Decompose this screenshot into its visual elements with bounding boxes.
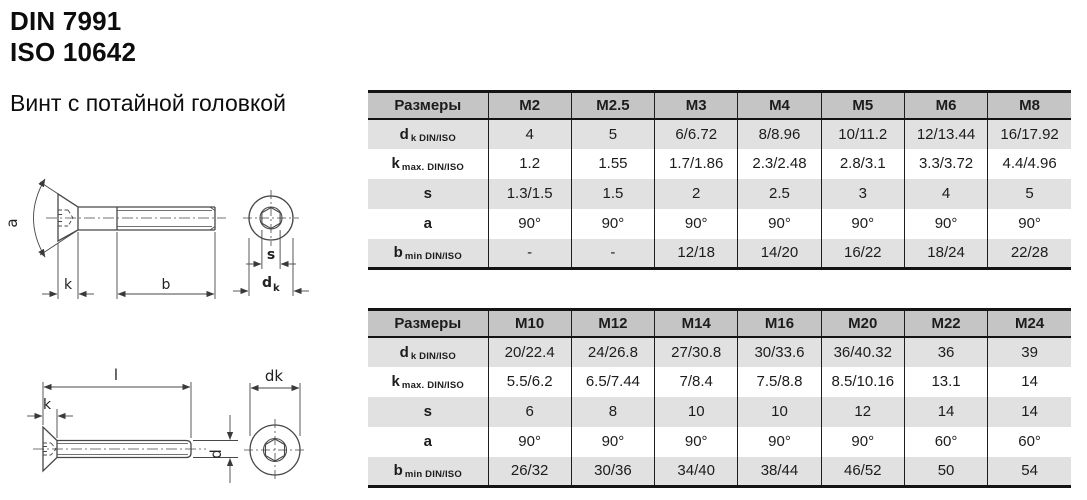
- value-cell: -: [488, 239, 571, 269]
- value-cell: 50: [904, 457, 987, 487]
- value-cell: 5: [988, 179, 1071, 209]
- value-cell: 14/20: [738, 239, 821, 269]
- value-cell: 60°: [988, 427, 1071, 457]
- value-cell: 1.55: [571, 149, 654, 179]
- value-cell: 10/11.2: [821, 119, 904, 149]
- head-height-label: k: [63, 277, 73, 293]
- head-diameter-label: dk: [264, 367, 284, 385]
- value-cell: 90°: [738, 427, 821, 457]
- table-row: [368, 239, 1071, 269]
- size-column-header: M4: [738, 92, 821, 119]
- table-header-row: [368, 92, 1071, 119]
- value-cell: 2.5: [738, 179, 821, 209]
- value-cell: 5: [571, 119, 654, 149]
- value-cell: 60°: [904, 427, 987, 457]
- size-column-header: M12: [571, 310, 654, 337]
- size-column-header: M20: [821, 310, 904, 337]
- table-row: [368, 209, 1071, 239]
- row-label: k max. DIN/ISO: [391, 155, 464, 173]
- page-title-block: [10, 6, 286, 117]
- head-height-label: k: [42, 397, 52, 413]
- size-column-header: M24: [988, 310, 1071, 337]
- value-cell: 39: [988, 337, 1071, 367]
- value-cell: 38/44: [738, 457, 821, 487]
- table-row: [368, 119, 1071, 149]
- value-cell: 12: [821, 397, 904, 427]
- value-cell: 90°: [821, 427, 904, 457]
- angle-label: a: [3, 218, 21, 228]
- size-column-header: M8: [988, 92, 1071, 119]
- size-column-header: M6: [904, 92, 987, 119]
- value-cell: 34/40: [655, 457, 738, 487]
- dimensions-header-cell: Размеры: [368, 310, 488, 337]
- value-cell: 18/24: [904, 239, 987, 269]
- table-row: [368, 457, 1071, 487]
- value-cell: 90°: [571, 427, 654, 457]
- value-cell: 3.3/3.72: [904, 149, 987, 179]
- value-cell: 36: [904, 337, 987, 367]
- value-cell: 90°: [655, 209, 738, 239]
- value-cell: 10: [738, 397, 821, 427]
- value-cell: 90°: [655, 427, 738, 457]
- value-cell: 4: [488, 119, 571, 149]
- value-cell: 30/33.6: [738, 337, 821, 367]
- row-label: k max. DIN/ISO: [391, 373, 464, 391]
- value-cell: 12/18: [655, 239, 738, 269]
- table-header-row: [368, 310, 1071, 337]
- standard-iso-title: ISO 10642: [10, 37, 137, 67]
- value-cell: 54: [988, 457, 1071, 487]
- value-cell: 1.3/1.5: [488, 179, 571, 209]
- table-row: [368, 367, 1071, 397]
- table-row: [368, 149, 1071, 179]
- value-cell: 3: [821, 179, 904, 209]
- row-label: b min DIN/ISO: [393, 462, 462, 481]
- value-cell: 7.5/8.8: [738, 367, 821, 397]
- value-cell: 36/40.32: [821, 337, 904, 367]
- value-cell: 90°: [904, 209, 987, 239]
- dimensions-header-cell: Размеры: [368, 92, 488, 119]
- value-cell: 4.4/4.96: [988, 149, 1071, 179]
- value-cell: 90°: [738, 209, 821, 239]
- value-cell: 8.5/10.16: [821, 367, 904, 397]
- value-cell: 20/22.4: [488, 337, 571, 367]
- dimensions-table-m10-m24: [368, 308, 1071, 488]
- screw-side-view: [58, 194, 215, 241]
- table-row: [368, 397, 1071, 427]
- table-row: [368, 337, 1071, 367]
- size-column-header: M14: [655, 310, 738, 337]
- socket-size-label: s: [266, 247, 276, 263]
- value-cell: 24/26.8: [571, 337, 654, 367]
- value-cell: 16/17.92: [988, 119, 1071, 149]
- value-cell: 14: [988, 397, 1071, 427]
- value-cell: 6/6.72: [655, 119, 738, 149]
- screw-end-view: [233, 190, 309, 296]
- row-label: d k DIN/ISO: [399, 125, 456, 144]
- screw-end-view: [244, 367, 306, 481]
- value-cell: 8/8.96: [738, 119, 821, 149]
- screw-drawing-top: [0, 146, 340, 306]
- value-cell: 1.5: [571, 179, 654, 209]
- value-cell: 6: [488, 397, 571, 427]
- value-cell: 90°: [821, 209, 904, 239]
- value-cell: 26/32: [488, 457, 571, 487]
- value-cell: 5.5/6.2: [488, 367, 571, 397]
- value-cell: 14: [988, 367, 1071, 397]
- end-view-centerlines: [243, 190, 299, 246]
- thread-length-label: b: [161, 277, 171, 293]
- value-cell: 27/30.8: [655, 337, 738, 367]
- value-cell: 6.5/7.44: [571, 367, 654, 397]
- value-cell: 8: [571, 397, 654, 427]
- dimensions-table-m2-m8: [368, 90, 1071, 270]
- table-row: [368, 179, 1071, 209]
- size-column-header: M2.5: [571, 92, 654, 119]
- row-label: a: [423, 433, 432, 450]
- row-label: a: [423, 215, 432, 232]
- table-row: [368, 427, 1071, 457]
- length-dimension: [43, 382, 191, 438]
- value-cell: 46/52: [821, 457, 904, 487]
- size-column-header: M22: [904, 310, 987, 337]
- value-cell: 1.7/1.86: [655, 149, 738, 179]
- value-cell: 4: [904, 179, 987, 209]
- row-label: s: [423, 403, 432, 420]
- row-label: s: [423, 185, 432, 202]
- value-cell: 2.3/2.48: [738, 149, 821, 179]
- product-name: Винт с потайной головкой: [10, 90, 286, 116]
- size-column-header: M2: [488, 92, 571, 119]
- head-diameter-label-sub: k: [273, 283, 280, 294]
- value-cell: 12/13.44: [904, 119, 987, 149]
- value-cell: 90°: [988, 209, 1071, 239]
- value-cell: 13.1: [904, 367, 987, 397]
- value-cell: 90°: [488, 427, 571, 457]
- value-cell: 90°: [571, 209, 654, 239]
- value-cell: 90°: [488, 209, 571, 239]
- value-cell: 22/28: [988, 239, 1071, 269]
- value-cell: 14: [904, 397, 987, 427]
- value-cell: 16/22: [821, 239, 904, 269]
- head-diameter-label-main: d: [261, 275, 273, 291]
- value-cell: 2: [655, 179, 738, 209]
- size-column-header: M5: [821, 92, 904, 119]
- value-cell: 10: [655, 397, 738, 427]
- screw-drawing-bottom: [0, 338, 340, 500]
- row-label: b min DIN/ISO: [393, 244, 462, 263]
- value-cell: 2.8/3.1: [821, 149, 904, 179]
- diameter-label: d: [207, 449, 225, 459]
- row-label: d k DIN/ISO: [399, 343, 456, 362]
- standard-din-title: DIN 7991: [10, 6, 122, 36]
- size-column-header: M16: [738, 310, 821, 337]
- value-cell: 1.2: [488, 149, 571, 179]
- value-cell: 7/8.4: [655, 367, 738, 397]
- size-column-header: M10: [488, 310, 571, 337]
- end-view-centerlines: [244, 419, 306, 481]
- value-cell: 30/36: [571, 457, 654, 487]
- value-cell: -: [571, 239, 654, 269]
- length-label: l: [113, 366, 119, 384]
- size-column-header: M3: [655, 92, 738, 119]
